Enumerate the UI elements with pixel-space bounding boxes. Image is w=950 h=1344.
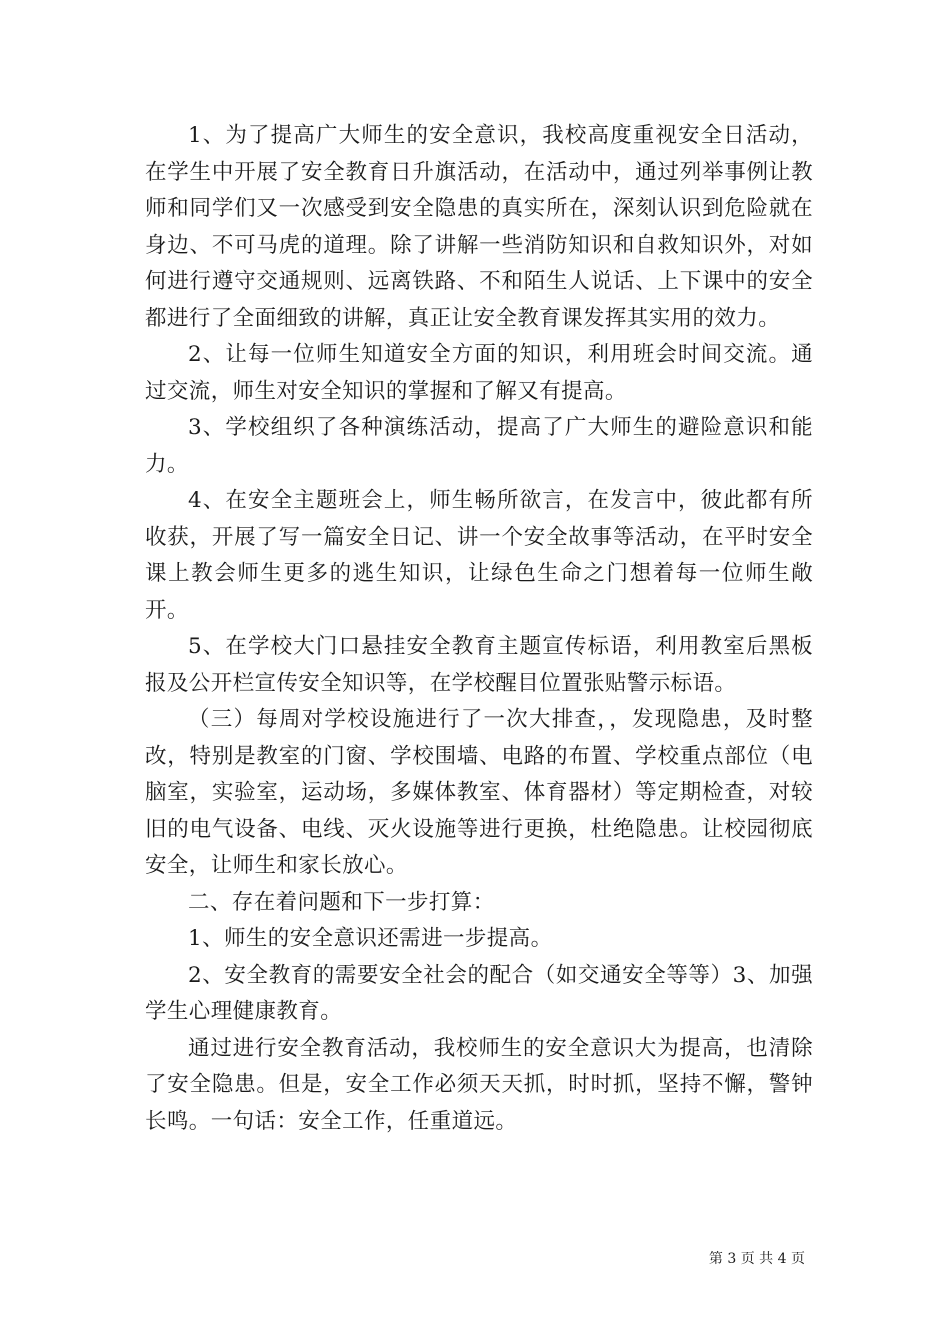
paragraph-conclusion: 通过进行安全教育活动，我校师生的安全意识大为提高，也清除了安全隐患。但是，安全工作必须天天抓，时时抓，坚持不懈，警钟长鸣。一句话：安全工作，任重道远。	[145, 1035, 813, 1134]
paragraph-item-4: 4、在安全主题班会上，师生畅所欲言，在发言中，彼此都有所收获，开展了写一篇安全日记、讲一个安全故事等活动，在平时安全课上教会师生更多的逃生知识，让绿色生命之门想着每一位师生敞开。	[145, 488, 813, 623]
paragraph-item-5: 5、在学校大门口悬挂安全教育主题宣传标语，利用教室后黑板报及公开栏宣传安全知识等，在学校醒目位置张贴警示标语。	[145, 634, 813, 696]
paragraph-section-3: （三）每周对学校设施进行了一次大排查，，发现隐患，及时整改，特别是教室的门窗、学校围墙、电路的布置、学校重点部位（电脑室，实验室，运动场，多媒体教室、体育器材）等定期检查，对较旧的电气设备、电线、灭火设施等进行更换，杜绝隐患。让校园彻底安全，让师生和家长放心。	[145, 707, 813, 878]
paragraph-item-2: 2、让每一位师生知道安全方面的知识，利用班会时间交流。通过交流，师生对安全知识的掌握和了解又有提高。	[145, 342, 813, 404]
section-heading-problems: 二、存在着问题和下一步打算：	[188, 889, 495, 915]
paragraph-item-1: 1、为了提高广大师生的安全意识，我校高度重视安全日活动，在学生中开展了安全教育日升旗活动，在活动中，通过列举事例让教师和同学们又一次感受到安全隐患的真实所在，深刻认识到危险就在身边、不可马虎的道理。除了讲解一些消防知识和自救知识外，对如何进行遵守交通规则、远离铁路、不和陌生人说话、上下课中的安全都进行了全面细致的讲解，真正让安全教育课发挥其实用的效力。	[145, 123, 813, 331]
document-body	[145, 118, 813, 1140]
paragraph-problem-2: 2、安全教育的需要安全社会的配合（如交通安全等等）3、加强学生心理健康教育。	[145, 962, 813, 1024]
paragraph-problem-1: 1、师生的安全意识还需进一步提高。	[188, 926, 553, 951]
paragraph-item-3: 3、学校组织了各种演练活动，提高了广大师生的避险意识和能力。	[145, 415, 813, 477]
page-number-footer: 第 3 页 共 4 页	[708, 1251, 805, 1267]
